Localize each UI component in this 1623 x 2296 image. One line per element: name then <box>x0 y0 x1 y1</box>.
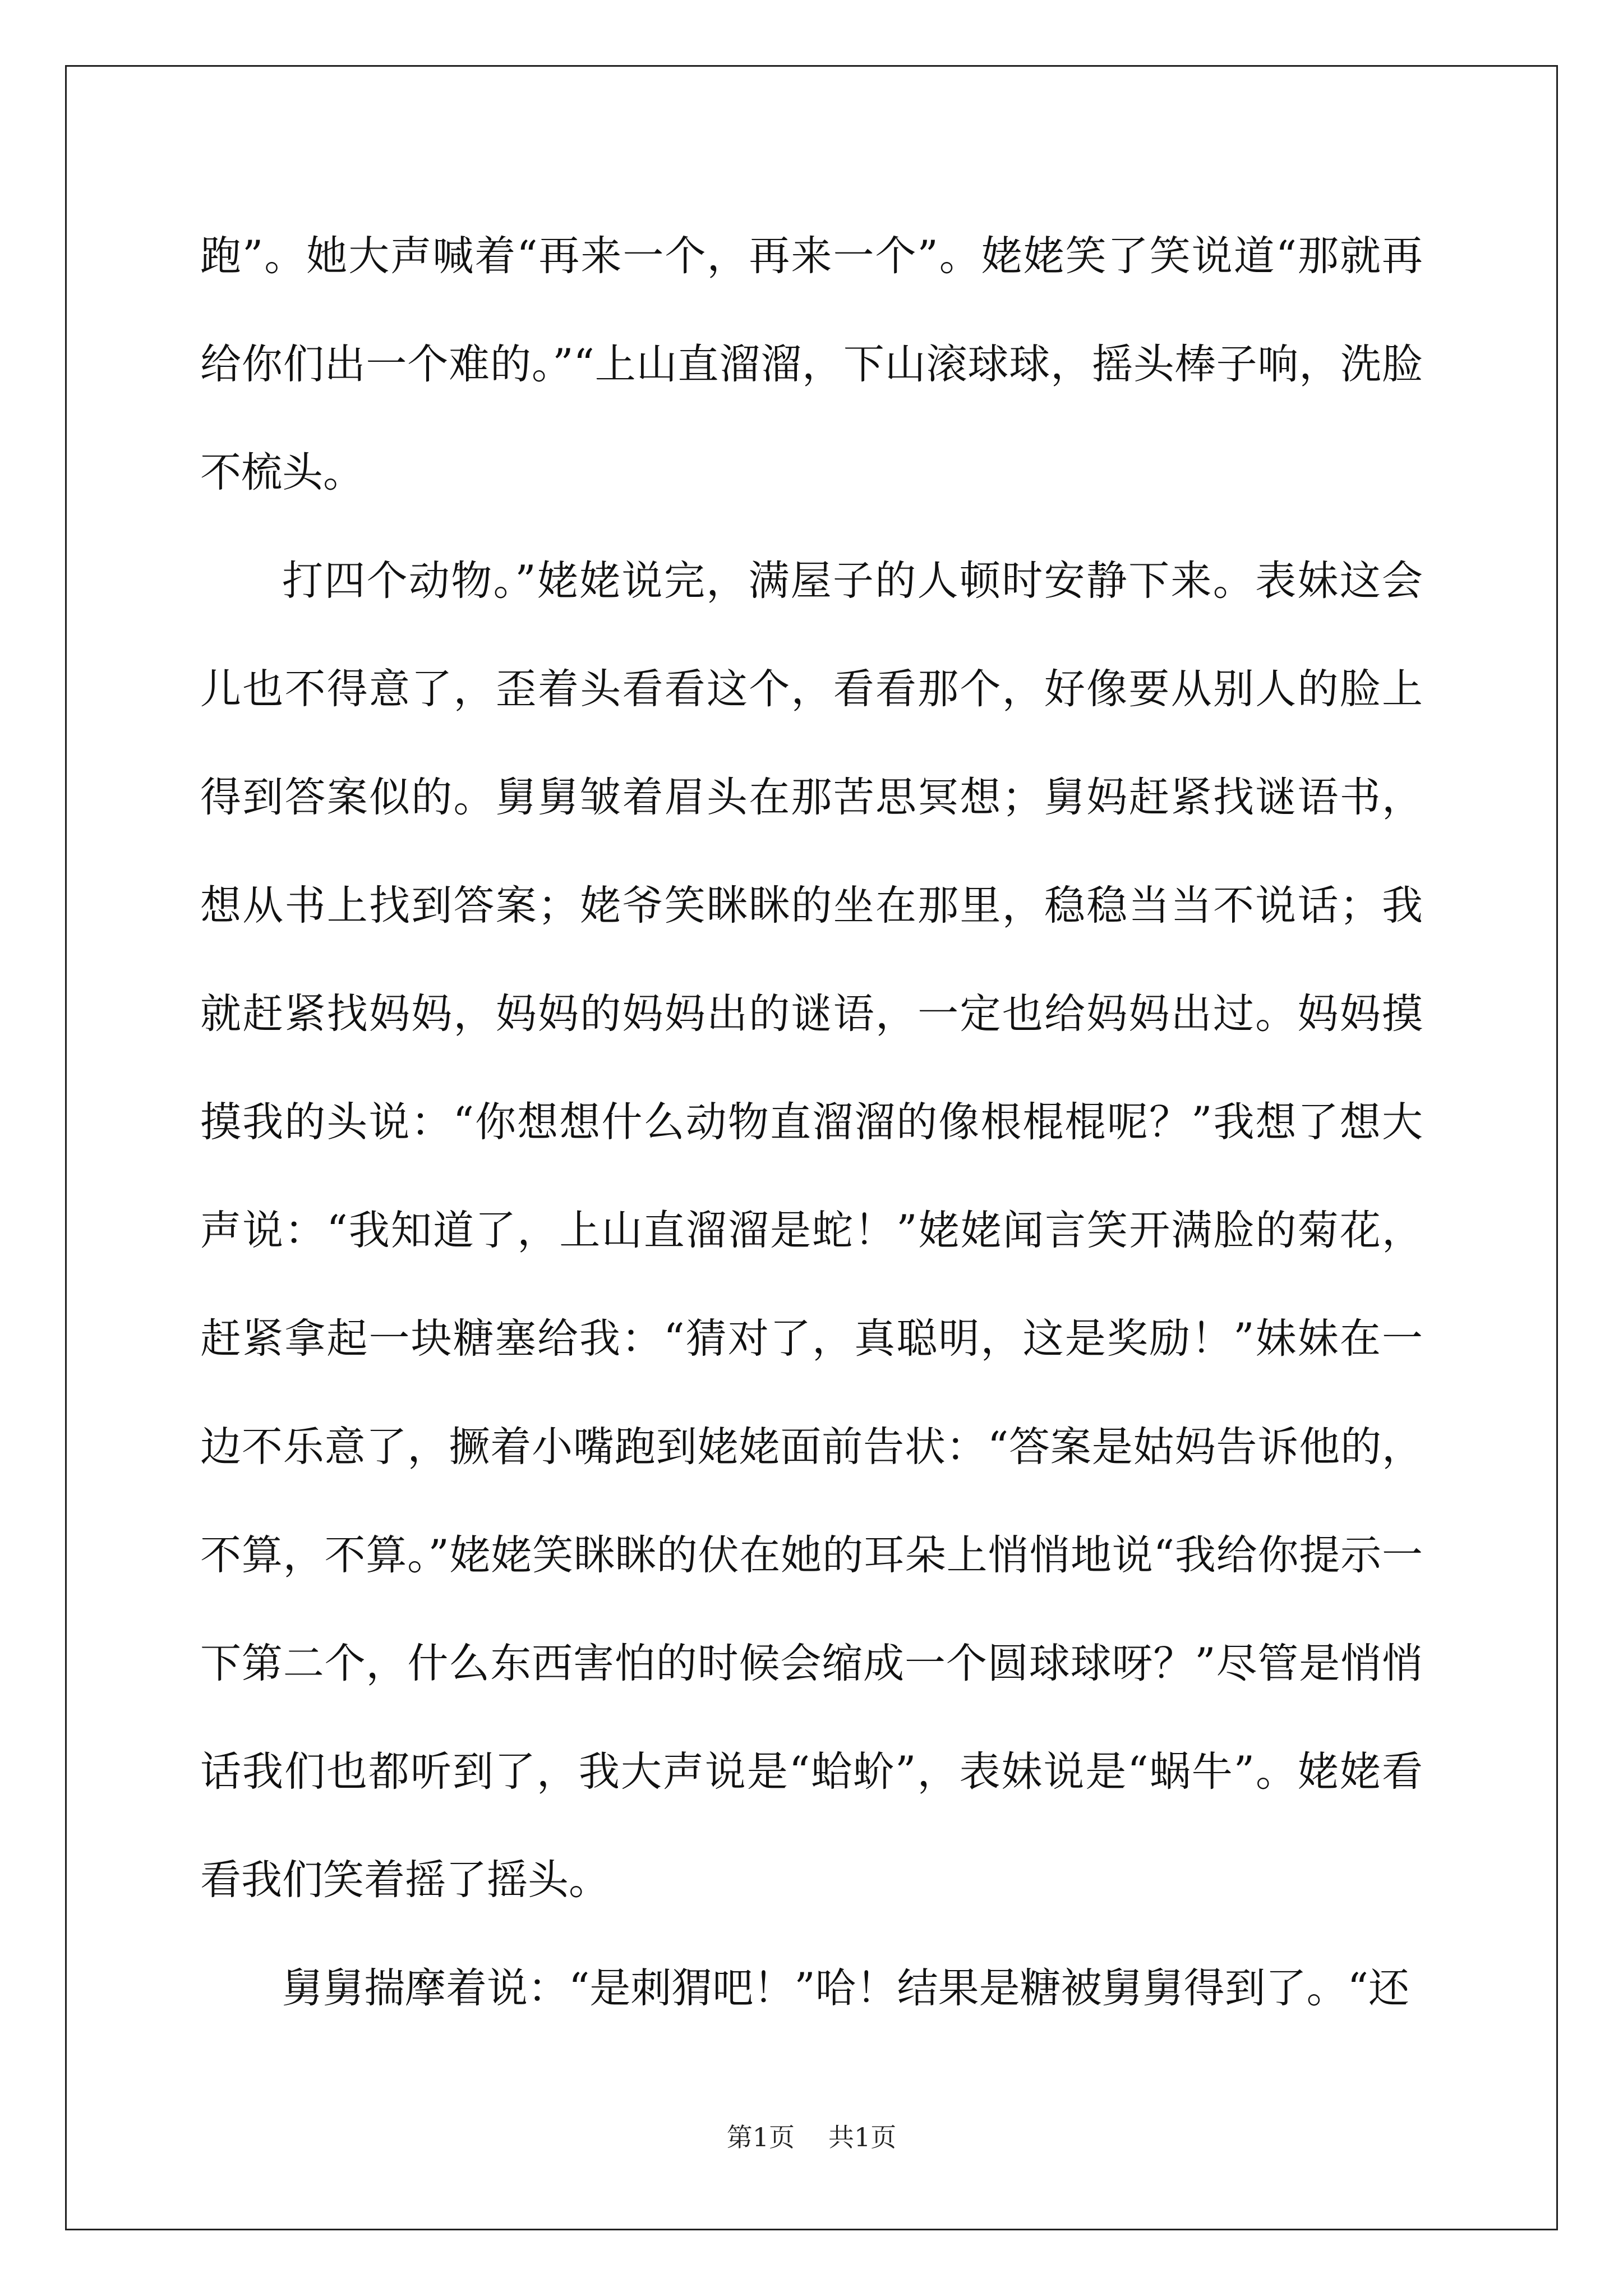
page-footer <box>0 2120 1623 2154</box>
paragraph-1: 跑”。她大声喊着“再来一个，再来一个”。姥姥笑了笑说道“那就再给你们出一个难的。”“上山直溜溜，下山滚球球，摇头棒子响，洗脸不梳头。 <box>200 232 1423 496</box>
document-body <box>200 202 1423 2042</box>
page-total: 共1页 <box>828 2122 897 2152</box>
page-number: 第1页 <box>726 2122 795 2152</box>
paragraph-3: 舅舅揣摩着说：“是刺猬吧！”哈！结果是糖被舅舅得到了。“还 <box>282 1964 1409 2012</box>
paragraph-2: 打四个动物。”姥姥说完，满屋子的人顿时安静下来。表妹这会儿也不得意了，歪着头看看这个，看看那个，好像要从别人的脸上得到答案似的。舅舅皱着眉头在那苦思冥想；舅妈赶紧找谜语书，想从书上找到答案；姥爷笑眯眯的坐在那里，稳稳当当不说话；我就赶紧找妈妈，妈妈的妈妈出的谜语，一定也给妈妈出过。妈妈摸摸我的头说：“你想想什么动物直溜溜的像根棍棍呢？”我想了想大声说：“我知道了，上山直溜溜是蛇！”姥姥闻言笑开满脸的菊花，赶紧拿起一块糖塞给我：“猜对了，真聪明，这是奖励！”妹妹在一边不乐意了，撅着小嘴跑到姥姥面前告状：“答案是姑妈告诉他的，不算，不算。”姥姥笑眯眯的伏在她的耳朵上悄悄地说“我给你提示一下第二个，什么东西害怕的时候会缩成一个圆球球呀？”尽管是悄悄话我们也都听到了，我大声说是“蛤蚧”，表妹说是“蜗牛”。姥姥看看我们笑着摇了摇头。 <box>200 557 1423 1904</box>
